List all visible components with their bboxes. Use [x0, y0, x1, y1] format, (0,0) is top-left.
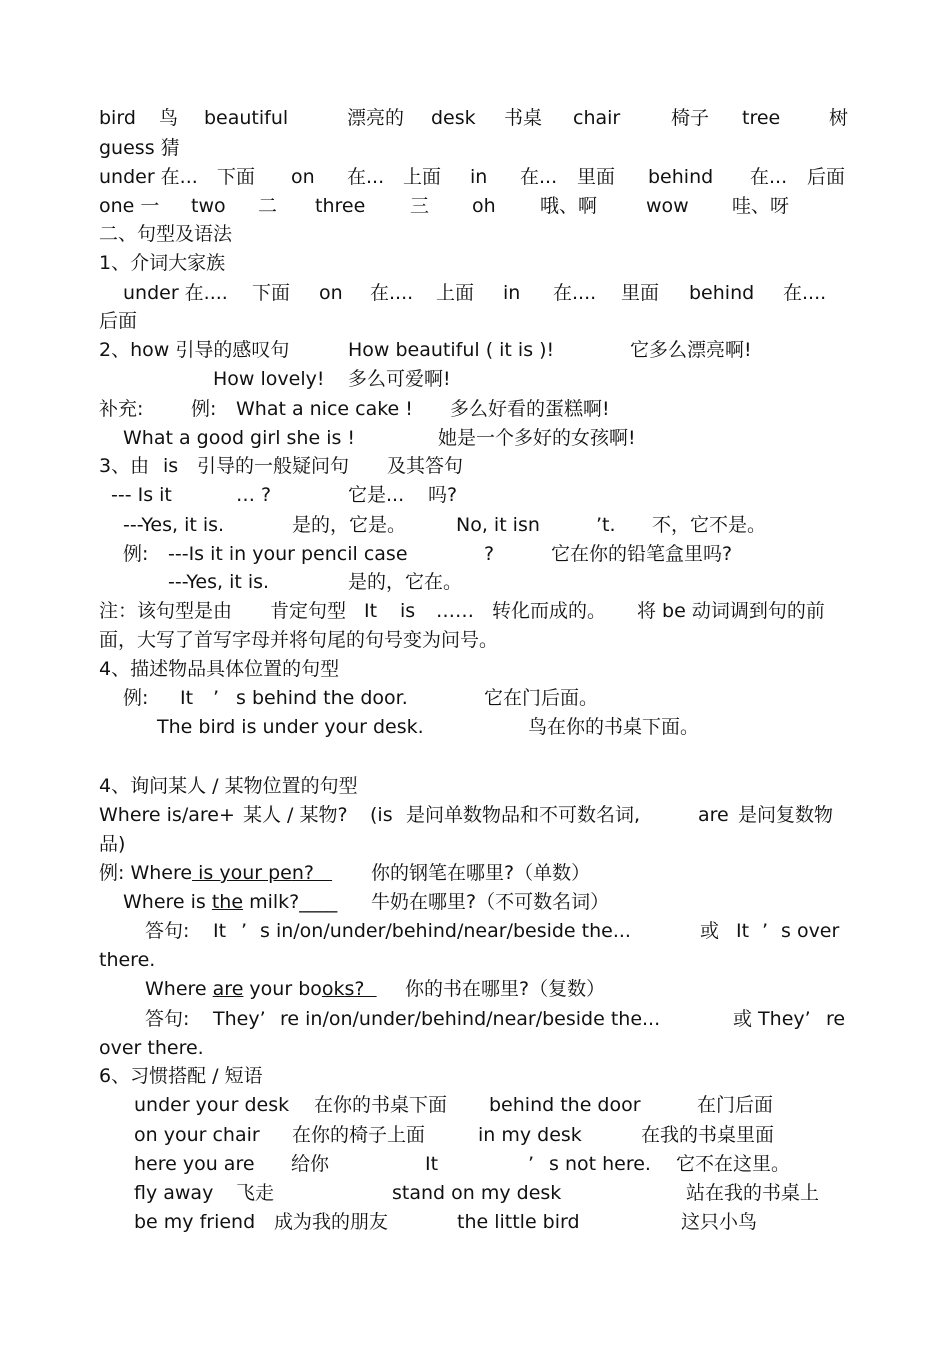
prep-word: under 在....: [123, 282, 228, 304]
body-text: 品): [99, 833, 126, 855]
label: 补充:: [99, 398, 144, 420]
example-en: ?: [484, 543, 495, 565]
vocab-word: three: [315, 195, 366, 217]
prep-word: 上面: [436, 282, 475, 304]
body-text: 是问复数物: [738, 804, 834, 826]
phrase-en: fly away: [134, 1182, 214, 1204]
example-en: No, it isn: [456, 514, 540, 536]
example-zh: 它在门后面。: [484, 687, 599, 709]
note-text: is: [400, 600, 416, 622]
note-text: 转化而成的。: [492, 600, 607, 622]
phrase-zh: 成为我的朋友: [274, 1211, 389, 1233]
example-en: … ?: [236, 484, 272, 506]
label: 答句:: [145, 1008, 190, 1030]
phrase-zh: 在我的书桌里面: [641, 1124, 775, 1146]
vocab-word: wow: [646, 195, 689, 217]
vocab-word: 哇、呀: [732, 195, 790, 217]
example-zh: 不，它不是。: [652, 514, 767, 536]
vocab-word: 在...: [347, 166, 385, 188]
example-en: How lovely!: [213, 368, 325, 390]
body-text: (is: [370, 804, 393, 826]
note-text: 面，大写了首写字母并将句尾的句号变为问号。: [99, 629, 499, 651]
body-text: are: [698, 804, 729, 826]
subheading: 1、介词大家族: [99, 252, 226, 274]
example-zh: 你的书在哪里?（复数）: [405, 978, 606, 1000]
phrase-zh: 给你: [291, 1153, 330, 1175]
vocab-word: beautiful: [204, 107, 289, 129]
example-en: ’: [213, 687, 220, 709]
example-en: It: [736, 920, 750, 942]
example-zh: 是的，它在。: [348, 571, 463, 593]
vocab-word: 哦、啊: [540, 195, 598, 217]
phrase-zh: 在你的书桌下面: [314, 1094, 448, 1116]
phrase-en: on your chair: [134, 1124, 260, 1146]
note-text: ……: [436, 600, 474, 622]
example-en: ’: [241, 920, 248, 942]
phrase-zh: 在你的椅子上面: [292, 1124, 426, 1146]
vocab-word: two: [191, 195, 226, 217]
prep-word: 在....: [553, 282, 597, 304]
example-zh: 是的，它是。: [292, 514, 407, 536]
note-text: It: [364, 600, 378, 622]
example-zh: 你的钢笔在哪里?（单数）: [371, 862, 591, 884]
example-en: How beautiful ( it is )!: [348, 339, 555, 361]
phrase-en: s not here.: [549, 1153, 651, 1175]
example-zh: 她是一个多好的女孩啊!: [438, 427, 636, 449]
example-zh: 多么可爱啊!: [348, 368, 451, 390]
example-en: ’t.: [596, 514, 616, 536]
phrase-en: stand on my desk: [392, 1182, 562, 1204]
note-text: 注：该句型是由: [99, 600, 233, 622]
subheading: 4、询问某人 / 某物位置的句型: [99, 775, 358, 797]
phrase-en: under your desk: [134, 1094, 290, 1116]
label: 例:: [191, 398, 217, 420]
example-en: ---Yes, it is.: [123, 514, 225, 536]
example-en: re: [826, 1008, 846, 1030]
example-line: Where is the milk?____: [123, 891, 338, 913]
phrase-en: the little bird: [457, 1211, 580, 1233]
example-en: It: [180, 687, 194, 709]
subheading: 6、习惯搭配 / 短语: [99, 1065, 263, 1087]
example-en: ---Is it in your pencil case: [168, 543, 408, 565]
phrase-en: be my friend: [134, 1211, 256, 1233]
example-zh: 它在你的铅笔盒里吗?: [551, 543, 733, 565]
vocab-word: under 在...: [99, 166, 198, 188]
prep-word: 在....: [370, 282, 414, 304]
prep-word: on: [319, 282, 343, 304]
body-text: Where is/are+: [99, 804, 235, 826]
prep-word: 后面: [99, 310, 138, 332]
vocab-word: tree: [742, 107, 781, 129]
example-en: over there.: [99, 1037, 204, 1059]
phrase-en: It: [425, 1153, 439, 1175]
example-zh: 吗?: [428, 484, 458, 506]
example-en: The bird is under your desk.: [157, 716, 424, 738]
prep-word: 在....: [783, 282, 827, 304]
body-text: 是问单数物品和不可数名词,: [406, 804, 641, 826]
subheading: is: [163, 455, 179, 477]
prep-word: behind: [689, 282, 755, 304]
phrase-zh: 站在我的书桌上: [686, 1182, 820, 1204]
phrase-en: behind the door: [489, 1094, 641, 1116]
subheading: 3、由: [99, 455, 150, 477]
vocab-word: 在...: [520, 166, 558, 188]
example-en: What a good girl she is !: [123, 427, 356, 449]
example-en: s in/on/under/behind/near/beside the...: [260, 920, 631, 942]
vocab-word: behind: [648, 166, 714, 188]
example-en: s behind the door.: [236, 687, 408, 709]
prep-word: 下面: [252, 282, 291, 304]
example-zh: 多么好看的蛋糕啊!: [450, 398, 610, 420]
example-zh: 或: [700, 920, 720, 942]
example-en: there.: [99, 949, 156, 971]
example-zh: 它是...: [348, 484, 405, 506]
vocab-word: 书桌: [504, 107, 543, 129]
prep-word: 里面: [621, 282, 660, 304]
vocab-word: 漂亮的: [347, 107, 405, 129]
example-line: 例: Where is your pen?: [99, 862, 314, 884]
example-en: ---Yes, it is.: [168, 571, 270, 593]
vocab-word: 里面: [577, 166, 616, 188]
phrase-en: here you are: [134, 1153, 255, 1175]
vocab-word: desk: [431, 107, 476, 129]
body-text: 某人 / 某物?: [243, 804, 348, 826]
vocab-word: in: [470, 166, 488, 188]
vocab-word: 树: [829, 107, 849, 129]
note-text: 肯定句型: [270, 600, 347, 622]
example-en: ’: [762, 920, 769, 942]
example-en: 或 They’: [733, 1008, 811, 1030]
vocab-word: 下面: [217, 166, 256, 188]
phrase-zh: 它不在这里。: [676, 1153, 791, 1175]
phrase-zh: 这只小鸟: [681, 1211, 758, 1233]
example-zh: 它多么漂亮啊!: [630, 339, 752, 361]
vocab-word: 上面: [403, 166, 442, 188]
example-line: Where are your books?: [145, 978, 365, 1000]
vocab-word: bird: [99, 107, 136, 129]
subheading: 引导的一般疑问句: [197, 455, 350, 477]
vocab-word: oh: [472, 195, 496, 217]
example-en: --- Is it: [111, 484, 172, 506]
subheading: 4、描述物品具体位置的句型: [99, 658, 340, 680]
label: 答句:: [145, 920, 190, 942]
phrase-en: ’: [528, 1153, 535, 1175]
vocab-word: 在...: [750, 166, 788, 188]
example-en: It: [213, 920, 227, 942]
subheading: 及其答句: [387, 455, 464, 477]
example-zh: 鸟在你的书桌下面。: [528, 716, 700, 738]
example-en: s over: [781, 920, 840, 942]
vocab-word: 椅子: [671, 107, 710, 129]
vocab-word: 二: [258, 195, 278, 217]
vocab-word: 鸟: [159, 107, 179, 129]
example-en: What a nice cake !: [236, 398, 413, 420]
vocab-word: 三: [410, 195, 430, 217]
example-en: They’: [213, 1008, 266, 1030]
note-text: 将 be 动词调到句的前: [637, 600, 825, 622]
vocab-word: one 一: [99, 195, 160, 217]
section-heading: 二、句型及语法: [99, 223, 233, 245]
vocab-word: chair: [573, 107, 621, 129]
prep-word: in: [503, 282, 521, 304]
vocab-line: guess 猜: [99, 137, 180, 159]
phrase-en: in my desk: [478, 1124, 582, 1146]
vocab-word: on: [291, 166, 315, 188]
phrase-zh: 飞走: [236, 1182, 275, 1204]
vocab-word: 后面: [807, 166, 846, 188]
phrase-zh: 在门后面: [697, 1094, 774, 1116]
label: 例:: [123, 543, 149, 565]
example-zh: 牛奶在哪里?（不可数名词）: [371, 891, 610, 913]
subheading: 2、how 引导的感叹句: [99, 339, 290, 361]
label: 例:: [123, 687, 149, 709]
example-en: re in/on/under/behind/near/beside the...: [280, 1008, 661, 1030]
